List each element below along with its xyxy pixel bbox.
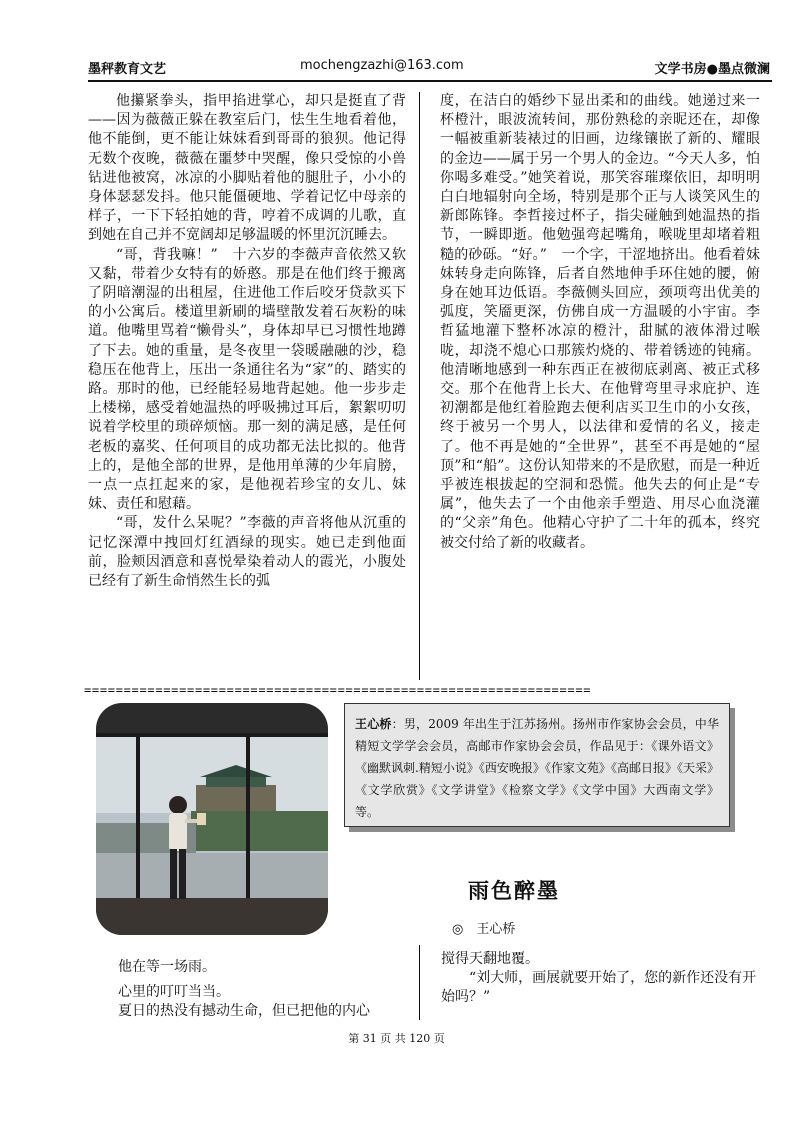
bottom-right-text: [441, 950, 763, 1007]
paragraph: “哥，背我嘛！” 十六岁的李薇声音依然又软又黏，带着少女特有的娇憨。那是在他们终于搬离了阴暗潮湿的出租屋，住进他工作后咬牙贷款买下的小公寓后。楼道里新刷的墙壁散发着石灰粉的味道。他嘴里骂着“懒骨头”，身体却早已习惯性地蹲了下去。她的重量，是冬夜里一袋暖融融的沙，稳稳压在他背上，压出一条通往名为“家”的、踏实的路。那时的他，已经能轻易地背起她。他一步步走上楼梯，感受着她温热的呼吸拂过耳后，絮絮叨叨说着学校里的琐碎烦恼。那一刻的满足感，是任何老板的嘉奖、任何项目的成功都无法比拟的。他背上的，是他全部的世界，是他用单薄的少年肩膀，一点一点扛起来的家，是他视若珍宝的女儿、妹妹、责任和慰藉。: [88, 246, 406, 513]
bio-text: ：男，2009 年出生于江苏扬州。扬州市作家协会会员，中华精短文学学会会员，高邮市作家协会会员，作品见于：《课外语文》《幽默讽刺.精短小说》《西安晚报》《作家文苑》《高邮日报》《天采》《文学欣赏》《文学讲堂》《检察文学》《文学中国》大西南文学》等。: [355, 717, 719, 819]
paragraph: 他攥紧拳头，指甲掐进掌心，却只是挺直了背——因为薇薇正躲在教室后门，怯生生地看着他，他不能倒，更不能让妹妹看到哥哥的狼狈。他记得无数个夜晚，薇薇在噩梦中哭醒，像只受惊的小兽钻进他被窝，冰凉的小脚贴着他的腿肚子，小小的身体瑟瑟发抖。他只能僵硬地、学着记忆中母亲的样子，一下下轻拍她的背，哼着不成调的儿歌，直到她在自己并不宽阔却足够温暖的怀里沉沉睡去。: [88, 93, 406, 244]
page-number: 第 31 页 共 120 页: [348, 1032, 445, 1045]
line: 心里的叮叮当当。: [118, 984, 230, 1000]
author-bio-box: [344, 703, 730, 827]
line: 夏日的热没有撼动生命，但已把他的内心: [118, 1003, 370, 1019]
contact-email: mochengzazhi@163.com: [300, 58, 464, 73]
paragraph: “哥，发什么呆呢？”李薇的声音将他从沉重的记忆深潭中拽回灯红酒绿的现实。她已走到他面前，脸颊因酒意和喜悦晕染着动人的霞光，小腹处已经有了新生命悄然生长的弧: [88, 515, 406, 590]
line: “刘大师，画展就要开始了，您的新作还没有开始吗？”: [441, 970, 757, 1005]
paragraph: 度，在洁白的婚纱下显出柔和的曲线。她递过来一杯橙汁，眼波流转间，那份熟稔的亲昵还在，却像一幅被重新装裱过的旧画，边缘镶嵌了新的、耀眼的金边——属于另一个男人的金边。“今天人多，怕你喝多难受。”她笑着说，那笑容璀璨依旧，却明明白白地辐射向全场，特别是那个正与人谈笑风生的新郎陈锋。李哲接过杯子，指尖碰触到她温热的指节，一瞬即逝。他勉强弯起嘴角，喉咙里却堵着粗糙的砂砾。“好。” 一个字，干涩地挤出。他看着妹妹转身走向陈锋，后者自然地伸手环住她的腰，俯身在她耳边低语。李薇侧头回应，颈项弯出优美的弧度，笑靥更深，仿佛自成一方温暖的小宇宙。李哲猛地灌下整杯冰凉的橙汁，甜腻的液体滑过喉咙，却浇不熄心口那簇灼烧的、带着锈迹的钝痛。他清晰地感到一种东西正在被彻底剥离、被正式移交。那个在他背上长大、在他臂弯里寻求庇护、连初潮都是他红着脸跑去便利店买卫生巾的小女孩，终于被另一个男人，以法律和爱情的名义，接走了。他不再是她的“全世界”，甚至不再是她的“屋顶”和“船”。这份认知带来的不是欣慰，而是一种近乎被连根拔起的空洞和恐慌。他失去的何止是“专属”，他失去了一个由他亲手塑造、用尽心血浇灌的“父亲”角色。他精心守护了二十年的孤本，终究被交付给了新的收藏者。: [440, 93, 760, 551]
article-title: 雨色醉墨: [468, 878, 560, 903]
section-name: 文学书房●墨点微澜: [654, 62, 770, 77]
magazine-name: 墨秤教育文艺: [88, 62, 167, 77]
line: 搅得天翻地覆。: [441, 951, 539, 967]
right-column: [440, 92, 760, 553]
left-column: [88, 92, 406, 591]
line: 他在等一场雨。: [118, 959, 216, 975]
column-divider: [419, 945, 420, 1020]
header-rule: [88, 80, 772, 82]
column-divider: [419, 92, 420, 680]
bio-name: 王心桥: [355, 717, 392, 731]
section-separator: ================================================================: [84, 685, 592, 695]
author-photo: [96, 703, 328, 935]
article-author: ◎ 王心桥: [452, 922, 516, 937]
bottom-left-text: [118, 958, 413, 1021]
